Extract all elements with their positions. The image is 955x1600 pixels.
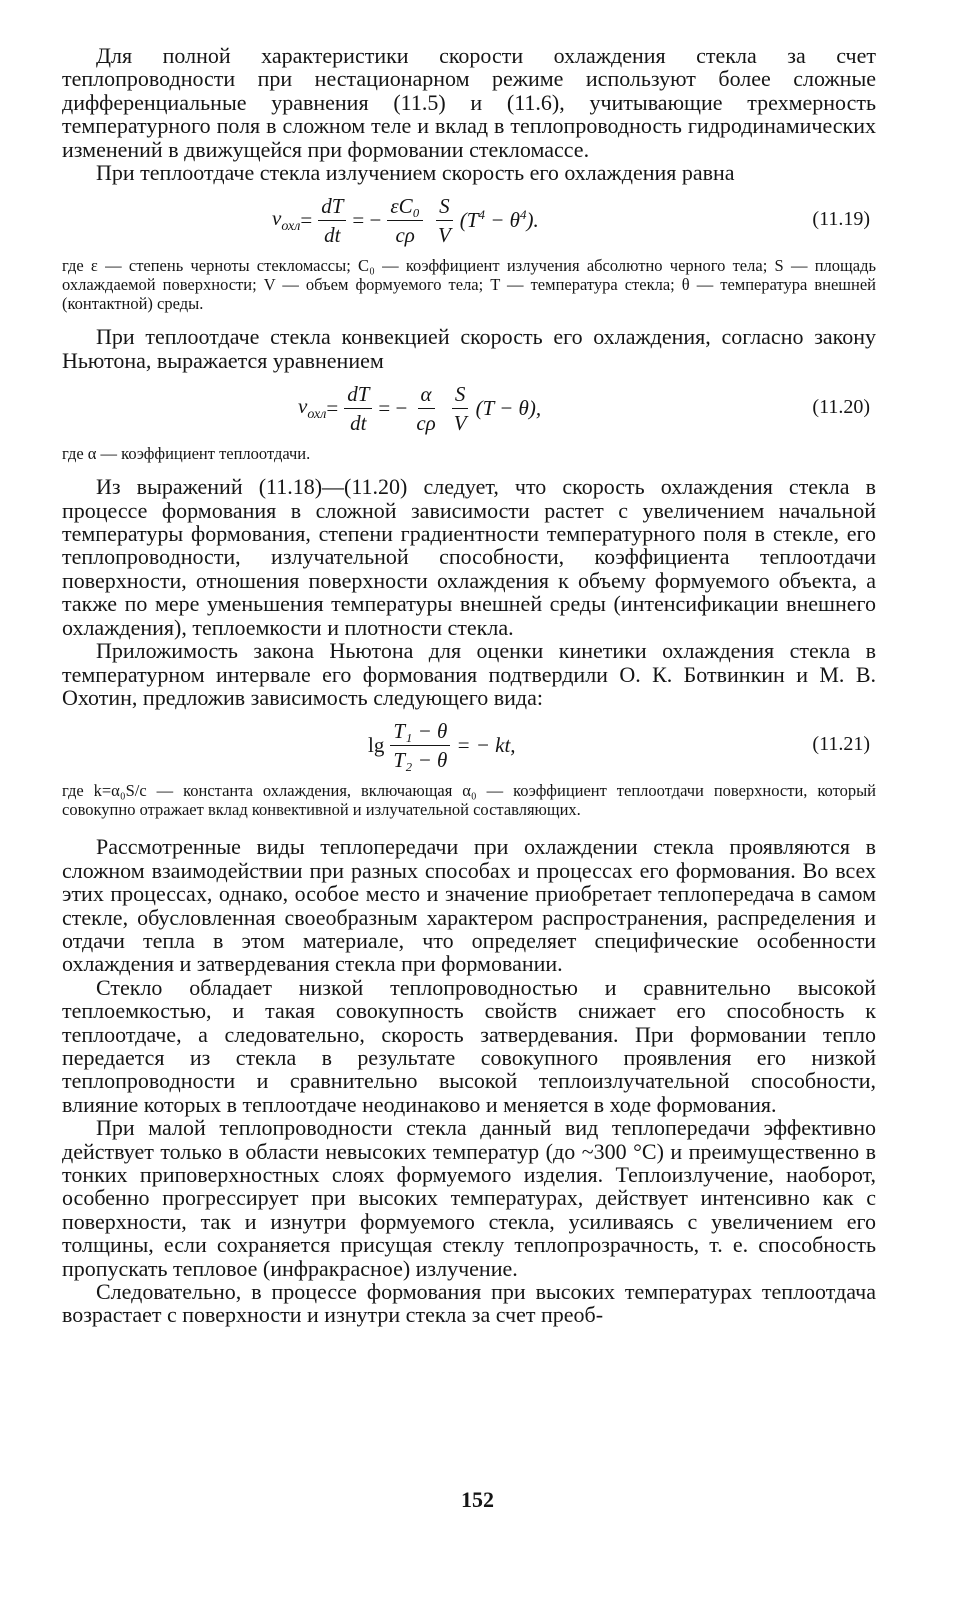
- eq20-frac-dT-dt: $\frac{dT}{dt}$: [344, 382, 372, 435]
- page-body: [62, 44, 876, 1327]
- paragraph-8: При малой теплопроводности стекла данный вид теплопередачи эффективно действует только в области невысоких температур (до ~300 °C) и преимущественно в тонких приповерхностных слоях формуемого изделия. Теплоизлучение, наоборот, особенно прогрессирует при высоких температурах, действует интенсивно как с поверхности, так и изнутри формуемого стекла, усиливаясь с увеличением его толщины, если сохраняется присущая стеклу теплопрозрачность, т. е. способность пропускать тепловое (инфракрасное) излучение.: [62, 1115, 876, 1281]
- eq21-number: (11.21): [812, 733, 870, 756]
- eq19-tail: $(T^4 - \theta^4)$.: [459, 207, 539, 233]
- paragraph-7: Стекло обладает низкой теплопроводностью и сравнительно высокой теплоемкостью, и такая совокупность свойств снижает его способность к теплоотдаче, а следовательно, скорость затвердевания. При формовании тепло передается из стекла в результате совокупного проявления его низкой теплопроводности и сравнительно высокой теплоизлучательной способности, влияние которых в теплоотдаче неодинаково и меняется в ходе формования.: [62, 974, 876, 1117]
- note-3: где k=α₀S/c — константа охлаждения, включающая α₀ — коэффициент теплоотдачи поверхности, который совокупно отражает вклад конвективной и излучательной составляющих.: [62, 781, 876, 820]
- eq19-number: (11.19): [812, 208, 870, 231]
- note-1: где ε — степень черноты стекломассы; C₀ — коэффициент излучения абсолютно черного тела; S — площадь охлаждаемой поверхности; V — объем формуемого тела; T — температура стекла; θ — температура внешней (контактной) среды.: [62, 256, 876, 314]
- eq19-frac-emissivity: $\frac{\text{εC₀}}{c\rho}$: [387, 194, 423, 247]
- paragraph-4: Из выражений (11.18)—(11.20) следует, что скорость охлаждения стекла в процессе формования в сложной зависимости растет с увеличением начальной температуры формования, степени градиентности температурного поля в стекле, его теплопроводности, излучательной способности, коэффициента теплоотдачи поверхности, отношения поверхности охлаждения к объему формуемого объекта, а также по мере уменьшения температуры внешней среды (интенсификации внешнего охлаждения), теплоемкости и плотности стекла.: [62, 474, 876, 640]
- eq20-frac-alpha: $\frac{\alpha}{c\rho}$: [416, 381, 436, 435]
- eq21-lg: lg: [368, 732, 385, 757]
- paragraph-9: Следовательно, в процессе формования при высоких температурах теплоотдача возрастает с поверхности и изнутри стекла за счет преоб-: [62, 1279, 876, 1328]
- equation-11-21: [62, 713, 876, 777]
- eq21-frac: $\frac{\text{T₁ − θ}}{\text{T₂ − θ}}$: [390, 719, 450, 772]
- page-number: 152: [461, 1487, 494, 1512]
- paragraph-6: Рассмотренные виды теплопередачи при охлаждении стекла проявляются в сложном взаимодействии при разных способах и процессах его формования. Во всех этих процессах, однако, особое место и значение приобретает теплопередача в самом стекле, обусловленная своеобразным характером распространения, распределения и отдачи тепла в этом материале, что определяет специфические особенности охлаждения и затвердевания стекла при формовании.: [62, 834, 876, 977]
- note-2: где α — коэффициент теплоотдачи.: [62, 444, 311, 464]
- eq19-frac-dT-dt: $\frac{dT}{dt}$: [318, 194, 346, 247]
- equation-11-20: $v_{охл}$ = $\frac{dT}{dt}$ = − $\frac{\alpha}{c\rho}$ $\frac{S}{V}$ (T − θ), (11.20): [298, 381, 870, 435]
- eq21-rhs: = − kt,: [456, 732, 516, 757]
- paragraph-1: Для полной характеристики скорости охлаждения стекла за счет теплопроводности при нестационарном режиме используют более сложные дифференциальные уравнения (11.5) и (11.6), учитывающие трехмерность температурного поля в сложном теле и вклад в теплопроводность гидродинамических изменений в движущейся при формовании стекломассе.: [62, 43, 876, 162]
- paragraph-5: Приложимость закона Ньютона для оценки кинетики охлаждения стекла в температурном интервале его формования подтвердили О. К. Ботвинкин и М. В. Охотин, предложив зависимость следующего вида:: [62, 638, 876, 710]
- eq20-tail: (T − θ),: [475, 395, 542, 420]
- paragraph-2: При теплоотдаче стекла излучением скорость его охлаждения равна: [96, 160, 735, 186]
- eq20-lhs: $v_{охл}$: [298, 393, 327, 422]
- eq20-frac-S-V: $\frac{S}{V}$: [453, 381, 467, 435]
- eq20-number: (11.20): [812, 396, 870, 419]
- paragraph-3: При теплоотдаче стекла конвекцией скорость его охлаждения, согласно закону Ньютона, выражается уравнением: [62, 324, 876, 373]
- equation-11-19: $v_{охл}$ = $\frac{dT}{dt}$ = − $\frac{\text{εC₀}}{c\rho}$ $\frac{S}{V}$ $(T^4 - \theta^4)$. (11.19): [272, 193, 870, 247]
- eq19-frac-S-V: $\frac{S}{V}$: [437, 193, 451, 247]
- eq19-lhs: $v_{охл}$: [272, 205, 301, 235]
